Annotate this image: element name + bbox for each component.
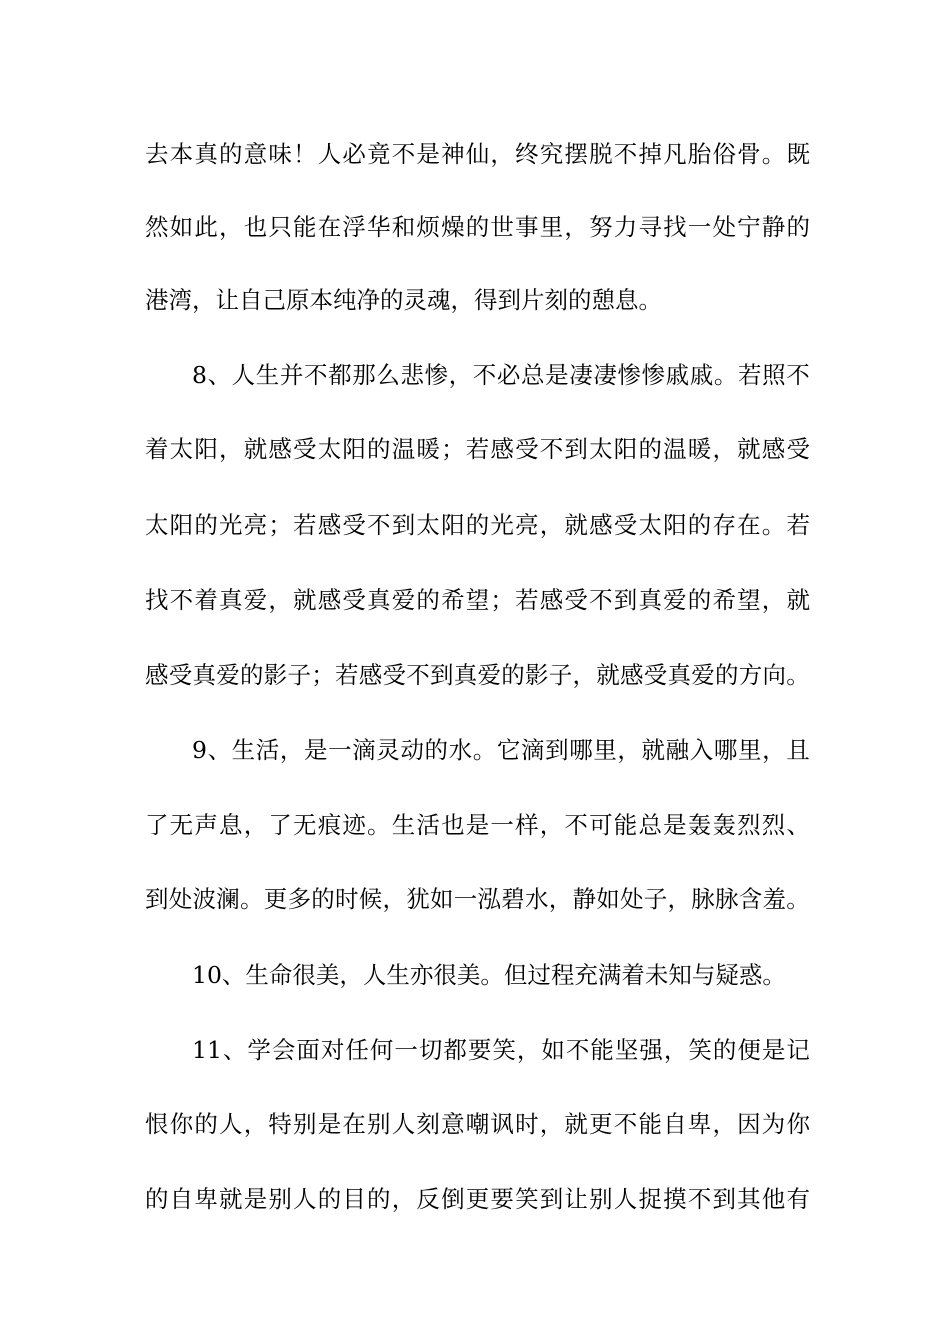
- text-line: 太 阳 的 光 亮 ； 若 感 受 不 到 太 阳 的 光 亮 ， 就 感 受 太 阳 的 存 在 。 若: [145, 511, 810, 539]
- text-line: 然 如 此 ， 也 只 能 在 浮 华 和 烦 燥 的 世 事 里 ， 努 力 寻 找 一 处 宁 静 的: [145, 213, 810, 241]
- text-line: 恨 你 的 人 ， 特 别 是 在 别 人 刻 意 嘲 讽 时 ， 就 更 不 能 自 卑 ， 因 为 你: [145, 1110, 810, 1138]
- text-line: 10、生命很美，人生亦很美。但过程充满着未知与疑惑。: [192, 961, 786, 989]
- text-line: 港湾，让自己原本纯净的灵魂，得到片刻的憩息。: [145, 286, 662, 314]
- text-line: 8 、 人 生 并 不 都 那 么 悲 惨 ， 不 必 总 是 凄 凄 惨 惨 戚 戚 。 若 照 不: [192, 361, 810, 389]
- text-line: 了 无 声 息 ， 了 无 痕 迹 。 生 活 也 是 一 样 ， 不 可 能 总 是 轰 轰 烈 烈 、: [145, 811, 810, 839]
- text-line: 找 不 着 真 爱 ， 就 感 受 真 爱 的 希 望 ； 若 感 受 不 到 真 爱 的 希 望 ， 就: [145, 586, 810, 614]
- text-line: 的 自 卑 就 是 别 人 的 目 的 ， 反 倒 更 要 笑 到 让 别 人 捉 摸 不 到 其 他 有: [145, 1185, 810, 1213]
- text-line: 感 受 真 爱 的 影 子 ； 若 感 受 不 到 真 爱 的 影 子 ， 就 感 受 真 爱 的 方 向 。: [145, 661, 810, 689]
- text-line: 到 处 波 澜 。 更 多 的 时 候 ， 犹 如 一 泓 碧 水 ， 静 如 处 子 ， 脉 脉 含 羞 。: [145, 885, 810, 913]
- text-line: 去 本 真 的 意 味 ！ 人 必 竟 不 是 神 仙 ， 终 究 摆 脱 不 掉 凡 胎 俗 骨 。 既: [145, 140, 810, 168]
- text-line: 9 、 生 活 ， 是 一 滴 灵 动 的 水 。 它 滴 到 哪 里 ， 就 融 入 哪 里 ， 且: [192, 736, 810, 764]
- text-line: 着 太 阳 ， 就 感 受 太 阳 的 温 暖 ； 若 感 受 不 到 太 阳 的 温 暖 ， 就 感 受: [145, 435, 810, 463]
- text-line: 11 、 学 会 面 对 任 何 一 切 都 要 笑 ， 如 不 能 坚 强 ， 笑 的 便 是 记: [192, 1036, 810, 1064]
